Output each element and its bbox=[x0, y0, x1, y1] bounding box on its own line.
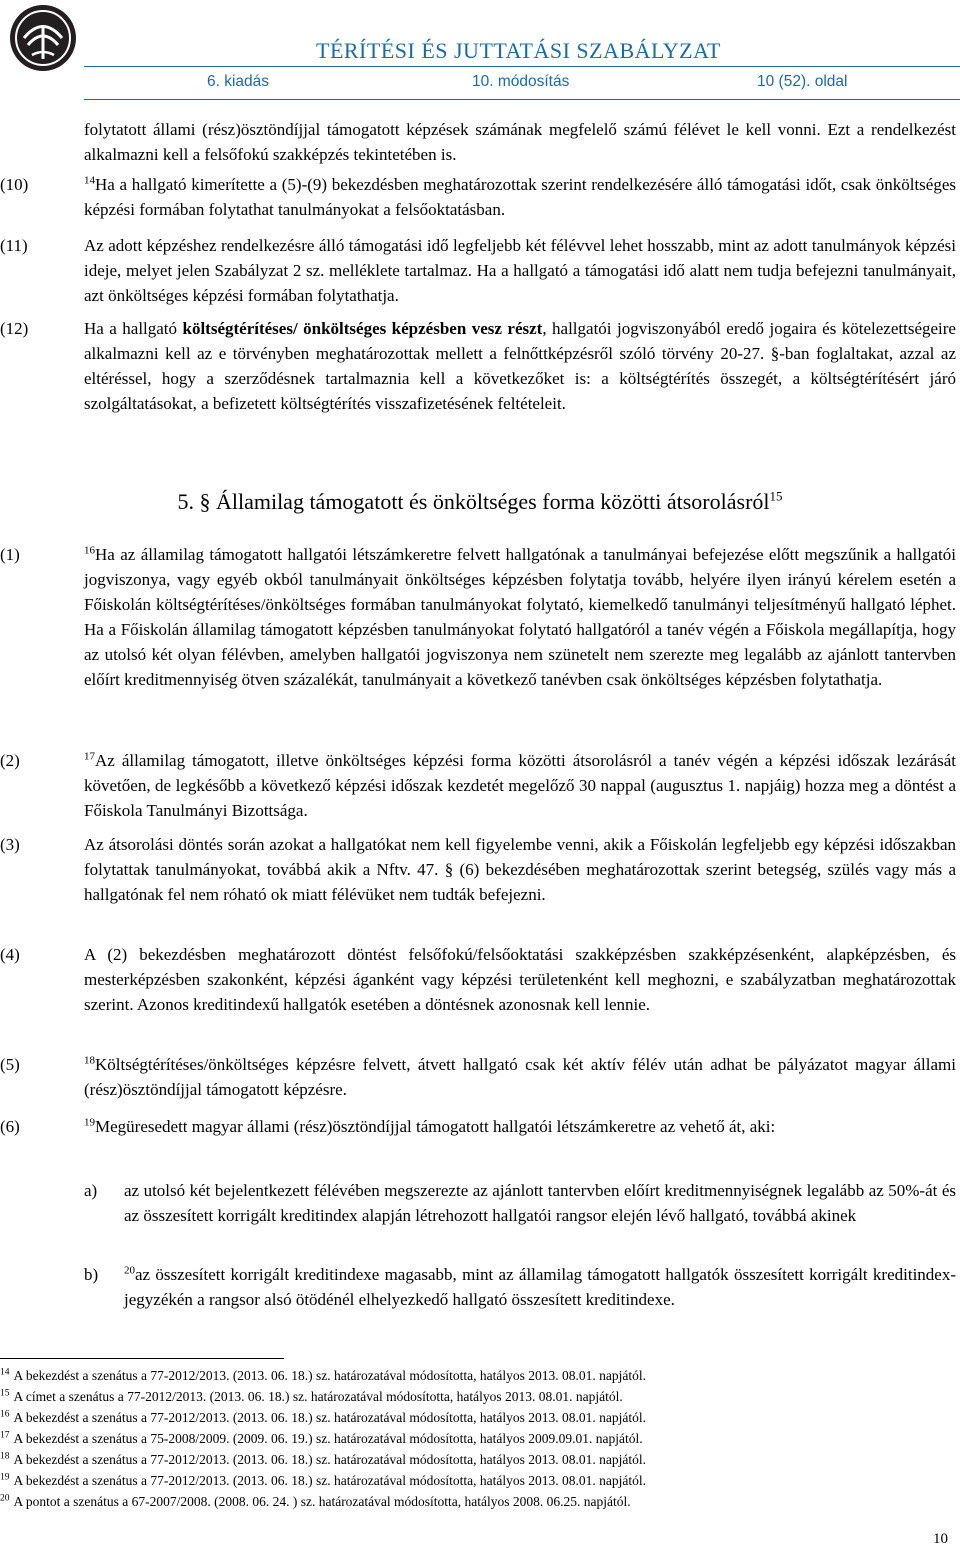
paragraph-text: Költségtérítéses/önköltséges képzésre felvett, átvett hallgató csak két aktív félév után adhat be pályázatot magyar állami (rész)ösztöndíjjal támogatott képzésre. bbox=[84, 1055, 956, 1099]
footnote-text: A pontot a szenátus a 67-2007/2008. (2008. 06. 24. ) sz. határozatával módosította, hatályos 2008. 06.25. napjától. bbox=[13, 1494, 631, 1509]
paragraph-text: Az átsorolási döntés során azokat a hallgatókat nem kell figyelembe venni, akik a Főiskolán legfeljebb egy képzési időszakban folytattak tanulmányokat, továbbá akik a Nftv. 47. § (6) bekezdésében meghatározottak szerint betegség, szülés vagy más a hallgatónak fel nem róható ok miatt félévüket nem tudták befejezni. bbox=[84, 835, 956, 904]
footnote-number: 16 bbox=[0, 1409, 10, 1420]
paragraph-text-post: , hallgatói jogviszonyából eredő jogaira és kötelezettségeire alkalmazni kell az e törvényben meghatározottak mellett a felnőttképzésről szóló törvény 20-27. §-ban foglaltakat, azzal az eltéréssel, hogy a szerződésnek tartalmaznia kell a következőket is: a költségtérítés összegét, a költségtérítésért járó szolgáltatásokat, a befizetett költségtérítés visszafizetésének feltételeit. bbox=[84, 319, 956, 413]
paragraph-text: Az államilag támogatott, illetve önköltséges képzési forma közötti átsorolásról a tanév végén a képzési időszak lezárását követően, de legkésőbb a következő képzési időszak kezdetét megelőző 30 nappal (augusztus 1. napjáig) hozza meg a döntést a Főiskola Tanulmányi Bizottsága. bbox=[84, 751, 956, 820]
section-heading bbox=[0, 489, 960, 515]
footnote bbox=[0, 1494, 631, 1510]
footnote-ref: 15 bbox=[769, 488, 783, 504]
footnote bbox=[0, 1410, 646, 1426]
footnote bbox=[0, 1431, 643, 1447]
paragraph-text: Ha a hallgató kimerítette a (5)-(9) bekezdésben meghatározottak szerint rendelkezésére álló támogatási időt, csak önköltséges képzési formában folytathat tanulmányokat a felsőoktatásban. bbox=[84, 175, 956, 219]
paragraph-number: (4) bbox=[0, 945, 20, 964]
list-item-a-label: a) bbox=[84, 1181, 98, 1200]
list-item-b-label: b) bbox=[84, 1265, 99, 1284]
paragraph-text: Az adott képzéshez rendelkezésre álló támogatási idő legfeljebb két félévvel lehet hosszabb, mint az adott tanulmányok képzési ideje, melyet jelen Szabályzat 2 sz. melléklete tartalmaz. Ha a hallgató a támogatási idő alatt nem tudja befejezni tanulmányait, azt önköltséges képzési formában folytathatja. bbox=[84, 236, 956, 305]
page-number: 10 bbox=[933, 1531, 948, 1547]
footnote-ref: 20 bbox=[124, 1264, 135, 1277]
footnote-text: A bekezdést a szenátus a 75-2008/2009. (2009. 06. 19.) sz. határozatával módosította, hatályos 2009.09.01. napjától. bbox=[13, 1431, 643, 1446]
footnote bbox=[0, 1452, 646, 1468]
section-sign: § bbox=[199, 489, 211, 514]
paragraph-text-pre: Ha a hallgató bbox=[84, 319, 183, 338]
paragraph-text: Megüresedett magyar állami (rész)ösztöndíjjal támogatott hallgatói létszámkeretre az vehető át, aki: bbox=[95, 1117, 776, 1136]
paragraph-text-bold: költségtérítéses/ önköltséges képzésben vesz részt bbox=[182, 319, 543, 338]
footnote-text: A bekezdést a szenátus a 77-2012/2013. (2013. 06. 18.) sz. határozatával módosította, hatályos 2013. 08.01. napjától. bbox=[13, 1473, 646, 1488]
list-item-b bbox=[124, 1262, 956, 1312]
footnote-ref: 17 bbox=[84, 750, 95, 763]
paragraph-number: (1) bbox=[0, 545, 20, 564]
page-label: 10 (52). oldal bbox=[757, 73, 848, 90]
footnote-number: 14 bbox=[0, 1367, 10, 1378]
paragraph-number: (2) bbox=[0, 751, 20, 770]
page-header bbox=[0, 0, 960, 106]
footnote-number: 20 bbox=[0, 1493, 10, 1504]
footnote-separator bbox=[0, 1358, 284, 1359]
footnote-text: A címet a szenátus a 77-2012/2013. (2013. 06. 18.) sz. határozatával módosította, hatályos 2013. 08.01. napjától. bbox=[13, 1389, 623, 1404]
footnote-number: 17 bbox=[0, 1430, 10, 1441]
paragraph-text: Ha az államilag támogatott hallgatói létszámkeretre felvett hallgatónak a tanulmányai befejezése előtt megszűnik a hallgatói jogviszonya, vagy egyéb okból tanulmányait önköltséges képzésben folytatja tovább, helyére ilyen irányú kérelem esetén a Főiskolán költségtérítéses/önköltséges formában tanulmányokat folytató, kiemelkedő tanulmányi teljesítményű hallgató léphet. Ha a Főiskolán államilag támogatott képzésben tanulmányokat folytató hallgatóról a tanév végén a Főiskola megállapítja, hogy az utolsó két olyan félévben, amelyben hallgatói jogviszonya nem szünetelt nem szerezte meg legalább az ajánlott tantervben előírt kreditmennyiség ötven százalékát, tanulmányait a következő tanévben csak önköltséges képzésben folytathatja. bbox=[84, 545, 956, 689]
list-item-b-text: az összesített korrigált kreditindexe magasabb, mint az államilag támogatott hallgatók összesített korrigált kreditindex-jegyzékén a rangsor alsó ötödénél elhelyezkedő hallgató összesített kreditindexe. bbox=[124, 1265, 956, 1309]
footnote-ref: 14 bbox=[84, 174, 95, 187]
section-number: 5. bbox=[177, 489, 194, 514]
paragraph-number: (12) bbox=[0, 319, 29, 338]
footnote bbox=[0, 1389, 623, 1405]
paragraph-text: folytatott állami (rész)ösztöndíjjal támogatott képzések számának megfelelő számú félévet le kell vonni. Ezt a rendelkezést alkalmazni kell a felsőfokú szakképzés tekintetében is. bbox=[84, 120, 956, 164]
institution-logo-icon bbox=[10, 5, 76, 71]
list-item-a-text: az utolsó két bejelentkezett félévében megszerezte az ajánlott tantervben előírt kreditmennyiségnek legalább az 50%-át és az összesített korrigált kreditindex alapján létrehozott hallgatói rangsor elején lévő hallgató, továbbá akinek bbox=[124, 1181, 956, 1225]
footnote-ref: 16 bbox=[84, 544, 95, 557]
footnote-ref: 19 bbox=[84, 1116, 95, 1129]
footnote-number: 15 bbox=[0, 1388, 10, 1399]
footnote-number: 19 bbox=[0, 1472, 10, 1483]
footnote-number: 18 bbox=[0, 1451, 10, 1462]
header-rule-top bbox=[84, 66, 960, 67]
paragraph-number: (3) bbox=[0, 835, 20, 854]
header-rule-bottom bbox=[84, 99, 960, 100]
footnote-text: A bekezdést a szenátus a 77-2012/2013. (2013. 06. 18.) sz. határozatával módosította, hatályos 2013. 08.01. napjától. bbox=[13, 1368, 646, 1383]
paragraph-number: (10) bbox=[0, 175, 29, 194]
paragraph-number: (11) bbox=[0, 236, 28, 255]
paragraph-text: A (2) bekezdésben meghatározott döntést felsőfokú/felsőoktatási szakképzésben szakképzésenként, alapképzésben, és mesterképzésben szakonként, képzési áganként vagy képzési területenként kell meghozni, e szabályzatban meghatározottak szerint. Azonos kreditindexű hallgatók esetében a döntésnek azonosnak kell lennie. bbox=[84, 945, 956, 1014]
paragraph-number: (6) bbox=[0, 1117, 20, 1136]
document-title: TÉRÍTÉSI ÉS JUTTATÁSI SZABÁLYZAT bbox=[316, 38, 721, 63]
edition-label: 6. kiadás bbox=[207, 73, 270, 90]
footnote-text: A bekezdést a szenátus a 77-2012/2013. (2013. 06. 18.) sz. határozatával módosította, hatályos 2013. 08.01. napjától. bbox=[13, 1410, 646, 1425]
footnote bbox=[0, 1473, 646, 1489]
footnote bbox=[0, 1368, 646, 1384]
footnote-text: A bekezdést a szenátus a 77-2012/2013. (2013. 06. 18.) sz. határozatával módosította, hatályos 2013. 08.01. napjától. bbox=[13, 1452, 646, 1467]
revision-label: 10. módosítás bbox=[472, 73, 570, 90]
footnote-ref: 18 bbox=[84, 1054, 95, 1067]
section-title: Államilag támogatott és önköltséges forma közötti átsorolásról bbox=[215, 489, 770, 514]
paragraph-number: (5) bbox=[0, 1055, 20, 1074]
